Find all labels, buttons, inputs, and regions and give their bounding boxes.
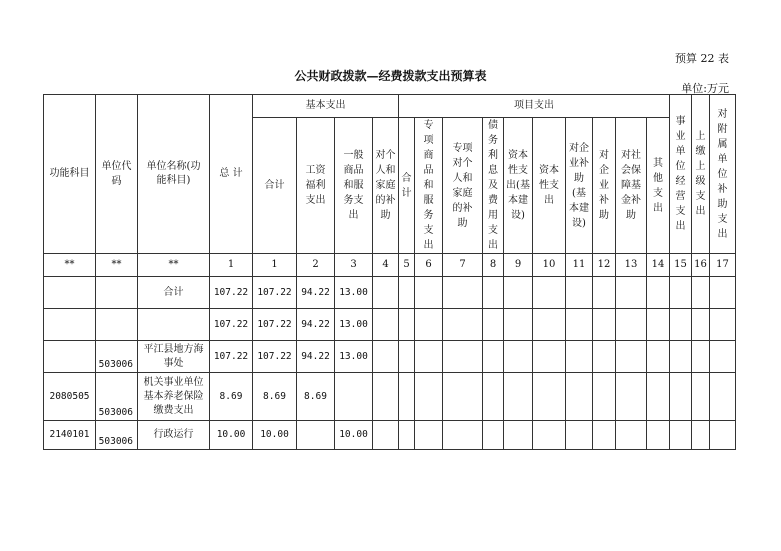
page-title: 公共财政拨款—经费拨款支出预算表: [294, 69, 487, 83]
goods-cell: 13.00: [335, 341, 373, 373]
header-capital-basic: 资本性支出(基本建设): [504, 118, 533, 254]
func-code-cell: [44, 277, 96, 309]
basic-total-cell: 8.69: [253, 373, 297, 421]
total-cell: 107.22: [210, 309, 253, 341]
func-code-cell: 2140101: [44, 421, 96, 450]
total-cell: 107.22: [210, 277, 253, 309]
header-subordinate: 对附属单位补助支出: [710, 95, 736, 254]
index-cell: 15: [670, 254, 692, 277]
index-cell: 3: [335, 254, 373, 277]
table-row: [44, 341, 736, 373]
goods-cell: [335, 373, 373, 421]
index-cell: 1: [253, 254, 297, 277]
wages-cell: 94.22: [297, 309, 335, 341]
header-unit-name: 单位名称(功能科目): [138, 95, 210, 254]
table-row: [44, 277, 736, 309]
header-proj-personal: 专项对个人和家庭的补助: [443, 118, 483, 254]
index-cell: 7: [443, 254, 483, 277]
index-cell: 17: [710, 254, 736, 277]
index-cell: **: [44, 254, 96, 277]
header-enterprise: 对企业补助: [593, 118, 616, 254]
index-cell: 13: [616, 254, 647, 277]
func-code-cell: 2080505: [44, 373, 96, 421]
header-goods: 一般商品和服务支出: [335, 118, 373, 254]
index-cell: 4: [373, 254, 399, 277]
func-code-cell: [44, 309, 96, 341]
header-unit-code: 单位代码: [96, 95, 138, 254]
unit-code-cell: 503006: [96, 341, 138, 373]
header-basic-group: 基本支出: [253, 95, 399, 118]
total-cell: 8.69: [210, 373, 253, 421]
total-cell: 107.22: [210, 341, 253, 373]
header-personal: 对个人和家庭的补助: [373, 118, 399, 254]
wages-cell: [297, 421, 335, 450]
table-number-label: 预算 22 表: [675, 52, 729, 65]
index-cell: 11: [566, 254, 593, 277]
header-wages: 工资福利支出: [297, 118, 335, 254]
goods-cell: 13.00: [335, 309, 373, 341]
wages-cell: 94.22: [297, 277, 335, 309]
index-cell: 2: [297, 254, 335, 277]
header-capital: 资本性支出: [533, 118, 566, 254]
index-cell: 5: [399, 254, 415, 277]
index-cell: 14: [647, 254, 670, 277]
header-total: 总 计: [210, 95, 253, 254]
unit-label: 单位:万元: [681, 82, 729, 95]
index-cell: 8: [483, 254, 504, 277]
basic-total-cell: 10.00: [253, 421, 297, 450]
unit-code-cell: [96, 309, 138, 341]
wages-cell: 94.22: [297, 341, 335, 373]
basic-total-cell: 107.22: [253, 309, 297, 341]
index-cell: 16: [692, 254, 710, 277]
header-business-op: 事业单位经营支出: [670, 95, 692, 254]
index-cell: 1: [210, 254, 253, 277]
table-row: [44, 309, 736, 341]
header-basic-total: 合计: [253, 118, 297, 254]
wages-cell: 8.69: [297, 373, 335, 421]
unit-name-cell: 平江县地方海事处: [138, 341, 210, 373]
header-social: 对社会保障基金补助: [616, 118, 647, 254]
index-row: [44, 254, 736, 277]
unit-name-cell: 合计: [138, 277, 210, 309]
table-row: [44, 373, 736, 421]
unit-name-cell: 行政运行: [138, 421, 210, 450]
total-cell: 10.00: [210, 421, 253, 450]
index-cell: 6: [415, 254, 443, 277]
func-code-cell: [44, 341, 96, 373]
unit-code-cell: 503006: [96, 373, 138, 421]
header-debt: 债务利息及费用支出: [483, 118, 504, 254]
index-cell: **: [96, 254, 138, 277]
index-cell: **: [138, 254, 210, 277]
header-project-group: 项目支出: [399, 95, 670, 118]
unit-name-cell: 机关事业单位基本养老保险缴费支出: [138, 373, 210, 421]
unit-code-cell: 503006: [96, 421, 138, 450]
basic-total-cell: 107.22: [253, 341, 297, 373]
header-proj-total: 合计: [399, 118, 415, 254]
header-func-subject: 功能科目: [44, 95, 96, 254]
index-cell: 10: [533, 254, 566, 277]
goods-cell: 13.00: [335, 277, 373, 309]
basic-total-cell: 107.22: [253, 277, 297, 309]
header-upper: 上缴上级支出: [692, 95, 710, 254]
budget-table: [43, 94, 736, 450]
header-enterprise-basic: 对企业补助(基本建设): [566, 118, 593, 254]
goods-cell: 10.00: [335, 421, 373, 450]
header-proj-goods: 专项商品和服务支出: [415, 118, 443, 254]
unit-code-cell: [96, 277, 138, 309]
index-cell: 12: [593, 254, 616, 277]
table-row: [44, 421, 736, 450]
index-cell: 9: [504, 254, 533, 277]
header-other: 其他支出: [647, 118, 670, 254]
unit-name-cell: [138, 309, 210, 341]
